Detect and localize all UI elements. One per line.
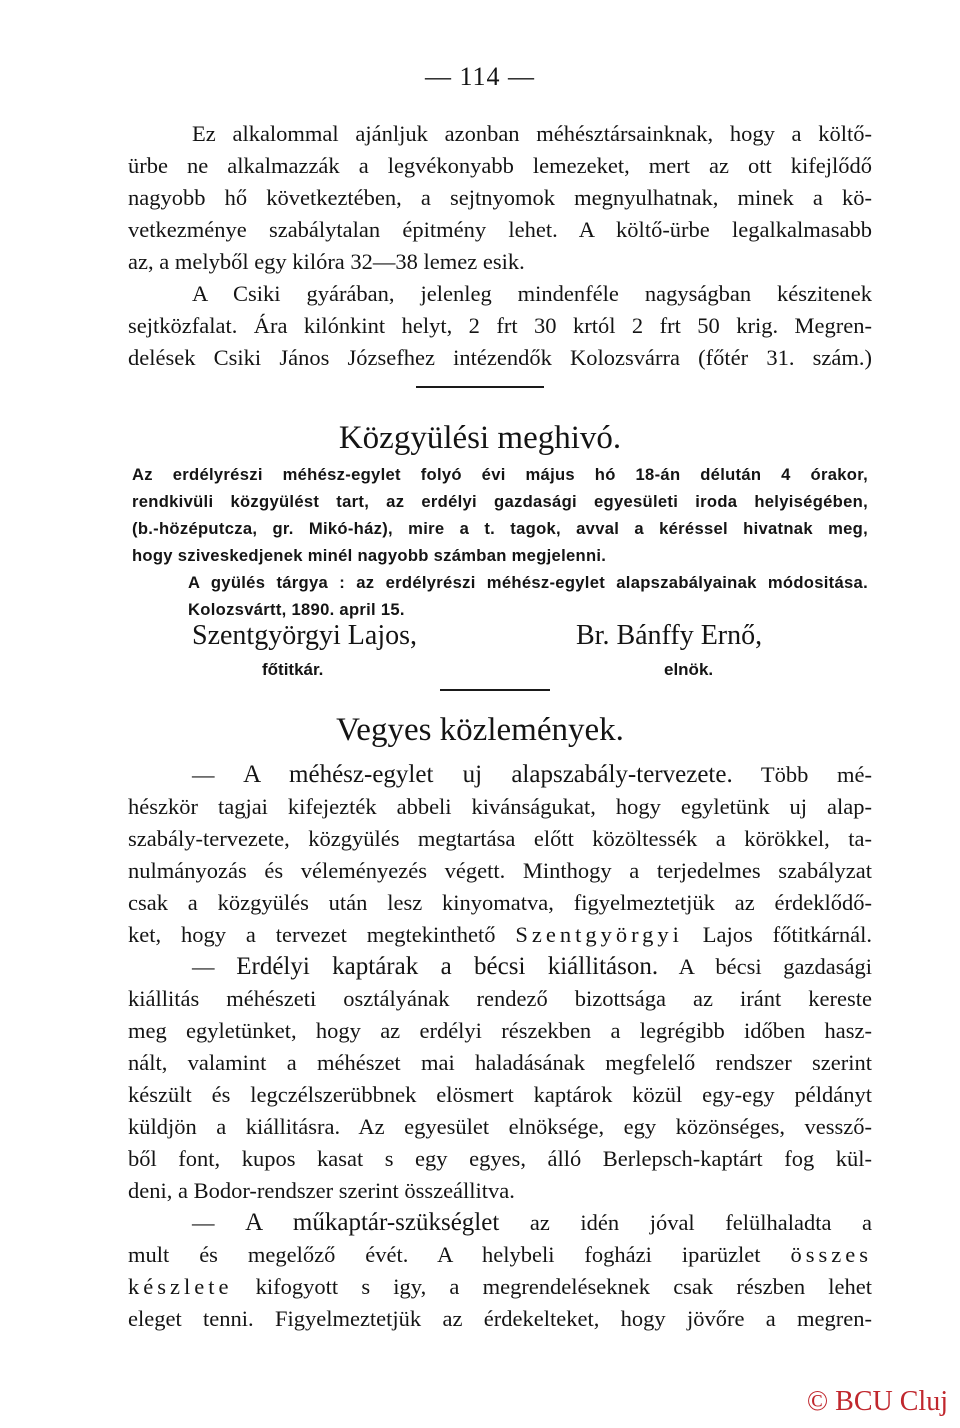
item-heading: A méhész-egylet uj alapszabály-tervezete. [243, 761, 733, 788]
item-heading: Erdélyi kaptárak a bécsi kiállitáson. [236, 953, 659, 980]
item-text: Lajos főtitkárnál. [682, 922, 873, 947]
notice-line: (b.-hözéputcza, gr. Mikó-ház), mire a t. tagok, avval a kéréssel hivatnak meg, [132, 519, 868, 538]
item-text: kifogyott s igy, a megrendeléseknek csak részben lehet [232, 1274, 872, 1299]
text-line: ürbe ne alkalmazzák a legvékonyabb lemezeket, mert az ott kifejlődő [128, 153, 872, 178]
text-line: sejtközfalat. Ára kilónkint helyt, 2 frt 30 krtól 2 frt 50 krig. Megren- [128, 313, 872, 338]
text-line: deni, a Bodor-rendszer szerint összeállitva. [128, 1178, 515, 1203]
text-line [128, 759, 872, 791]
item-text: ket, hogy a tervezet megtekinthető [128, 922, 516, 947]
item-text: Több mé- [732, 762, 873, 787]
notice-line: rendkivüli közgyülést tart, az erdélyi gazdasági egyesületi iroda helyiségében, [132, 492, 868, 511]
text-line [128, 1239, 872, 1271]
text-line: A Csiki gyárában, jelenleg mindenféle nagyságban készitenek [192, 281, 872, 306]
text-line: csak a közgyülés után lesz kinyomatva, figyelmeztetjük az érdeklődő- [128, 890, 872, 915]
notice-line: hogy sziveskedjenek minél nagyobb számban megjelenni. [132, 546, 607, 565]
item-text-spaced: készlete [128, 1274, 233, 1299]
item-dash: — [192, 762, 244, 787]
notice-date: Kolozsvártt, 1890. april 15. [188, 600, 405, 619]
section-divider [416, 386, 544, 388]
signer-title: elnök. [664, 660, 714, 679]
text-line: ből font, kupos kasat s egy egyes, álló Berlepsch-kaptárt fog kül- [128, 1146, 872, 1171]
intro-section [128, 118, 872, 374]
item-dash: — [192, 1210, 246, 1235]
misc-title: Vegyes közlemények. [336, 712, 624, 748]
notice-line: A gyülés tárgya : az erdélyrészi méhész-egylet alapszabályainak módositása. [188, 573, 868, 592]
section-divider [440, 689, 550, 691]
text-line: nulmányozás és véleményezés végett. Minthogy a terjedelmes szabályzat [128, 858, 872, 883]
item-text: az idén jóval felülhaladta a [499, 1210, 872, 1235]
meeting-notice [132, 461, 868, 623]
signer-title: főtitkár. [262, 660, 324, 679]
text-line: nált, valamint a méhészet mai haladásának megfelelő rendszer szerint [128, 1050, 872, 1075]
item-text: A bécsi gazdasági [658, 954, 873, 979]
text-line [128, 951, 872, 983]
text-line: készült és legczélszerübbnek elösmert kaptárok közül egy-egy példányt [128, 1082, 872, 1107]
text-line: meg egyletünket, hogy az erdélyi részekben a legrégibb időben hasz- [128, 1018, 872, 1043]
text-line: Ez alkalommal ajánljuk azonban méhésztársainknak, hogy a költő- [192, 121, 872, 146]
text-line: küldjön a kiállitásra. Az egyesület elnöksége, egy közönséges, vessző- [128, 1114, 872, 1139]
notice-line: Az erdélyrészi méhész-egylet folyó évi május hó 18-án délután 4 órakor, [132, 465, 868, 484]
page-number: — 114 — [424, 62, 536, 91]
text-line: eleget tenni. Figyelmeztetjük az érdekelteket, hogy jövőre a megren- [128, 1306, 872, 1331]
item-heading: A műkaptár-szükséglet [245, 1209, 500, 1236]
text-line: nagyobb hő következtében, a sejtnyomok megnyulhatnak, minek a kö- [128, 185, 872, 210]
text-line: kiállitás méhészeti osztályának rendező bizottsága az iránt kereste [128, 986, 872, 1011]
text-line: hészkör tagjai kifejezték abbeli kivánságukat, hogy egyletünk uj alap- [128, 794, 872, 819]
text-line [128, 919, 872, 951]
library-watermark: © BCU Cluj [806, 1386, 948, 1417]
item-text-spaced: Szentgyörgyi [515, 922, 683, 947]
misc-section [128, 759, 872, 1335]
signer-name: Br. Bánffy Ernő, [576, 620, 763, 651]
text-line: vetkezménye szabálytalan épitmény lehet. A költő-ürbe legalkalmasabb [128, 217, 872, 242]
text-line [128, 1271, 872, 1303]
meeting-title: Közgyülési meghivó. [338, 420, 622, 456]
item-text: mult és megelőző évét. A helybeli fogházi iparüzlet [128, 1242, 761, 1267]
text-line: delések Csiki János Józsefhez intézendők Kolozsvárra (főtér 31. szám.) [128, 345, 872, 370]
text-line: szabály-tervezete, közgyülés megtartása előtt közöltessék a körökkel, ta- [128, 826, 872, 851]
text-line: az, a melyből egy kilóra 32—38 lemez esik. [128, 249, 525, 274]
item-text-spaced: összes [790, 1242, 873, 1267]
signer-name: Szentgyörgyi Lajos, [192, 620, 418, 651]
item-dash: — [192, 954, 237, 979]
text-line [128, 1207, 872, 1239]
